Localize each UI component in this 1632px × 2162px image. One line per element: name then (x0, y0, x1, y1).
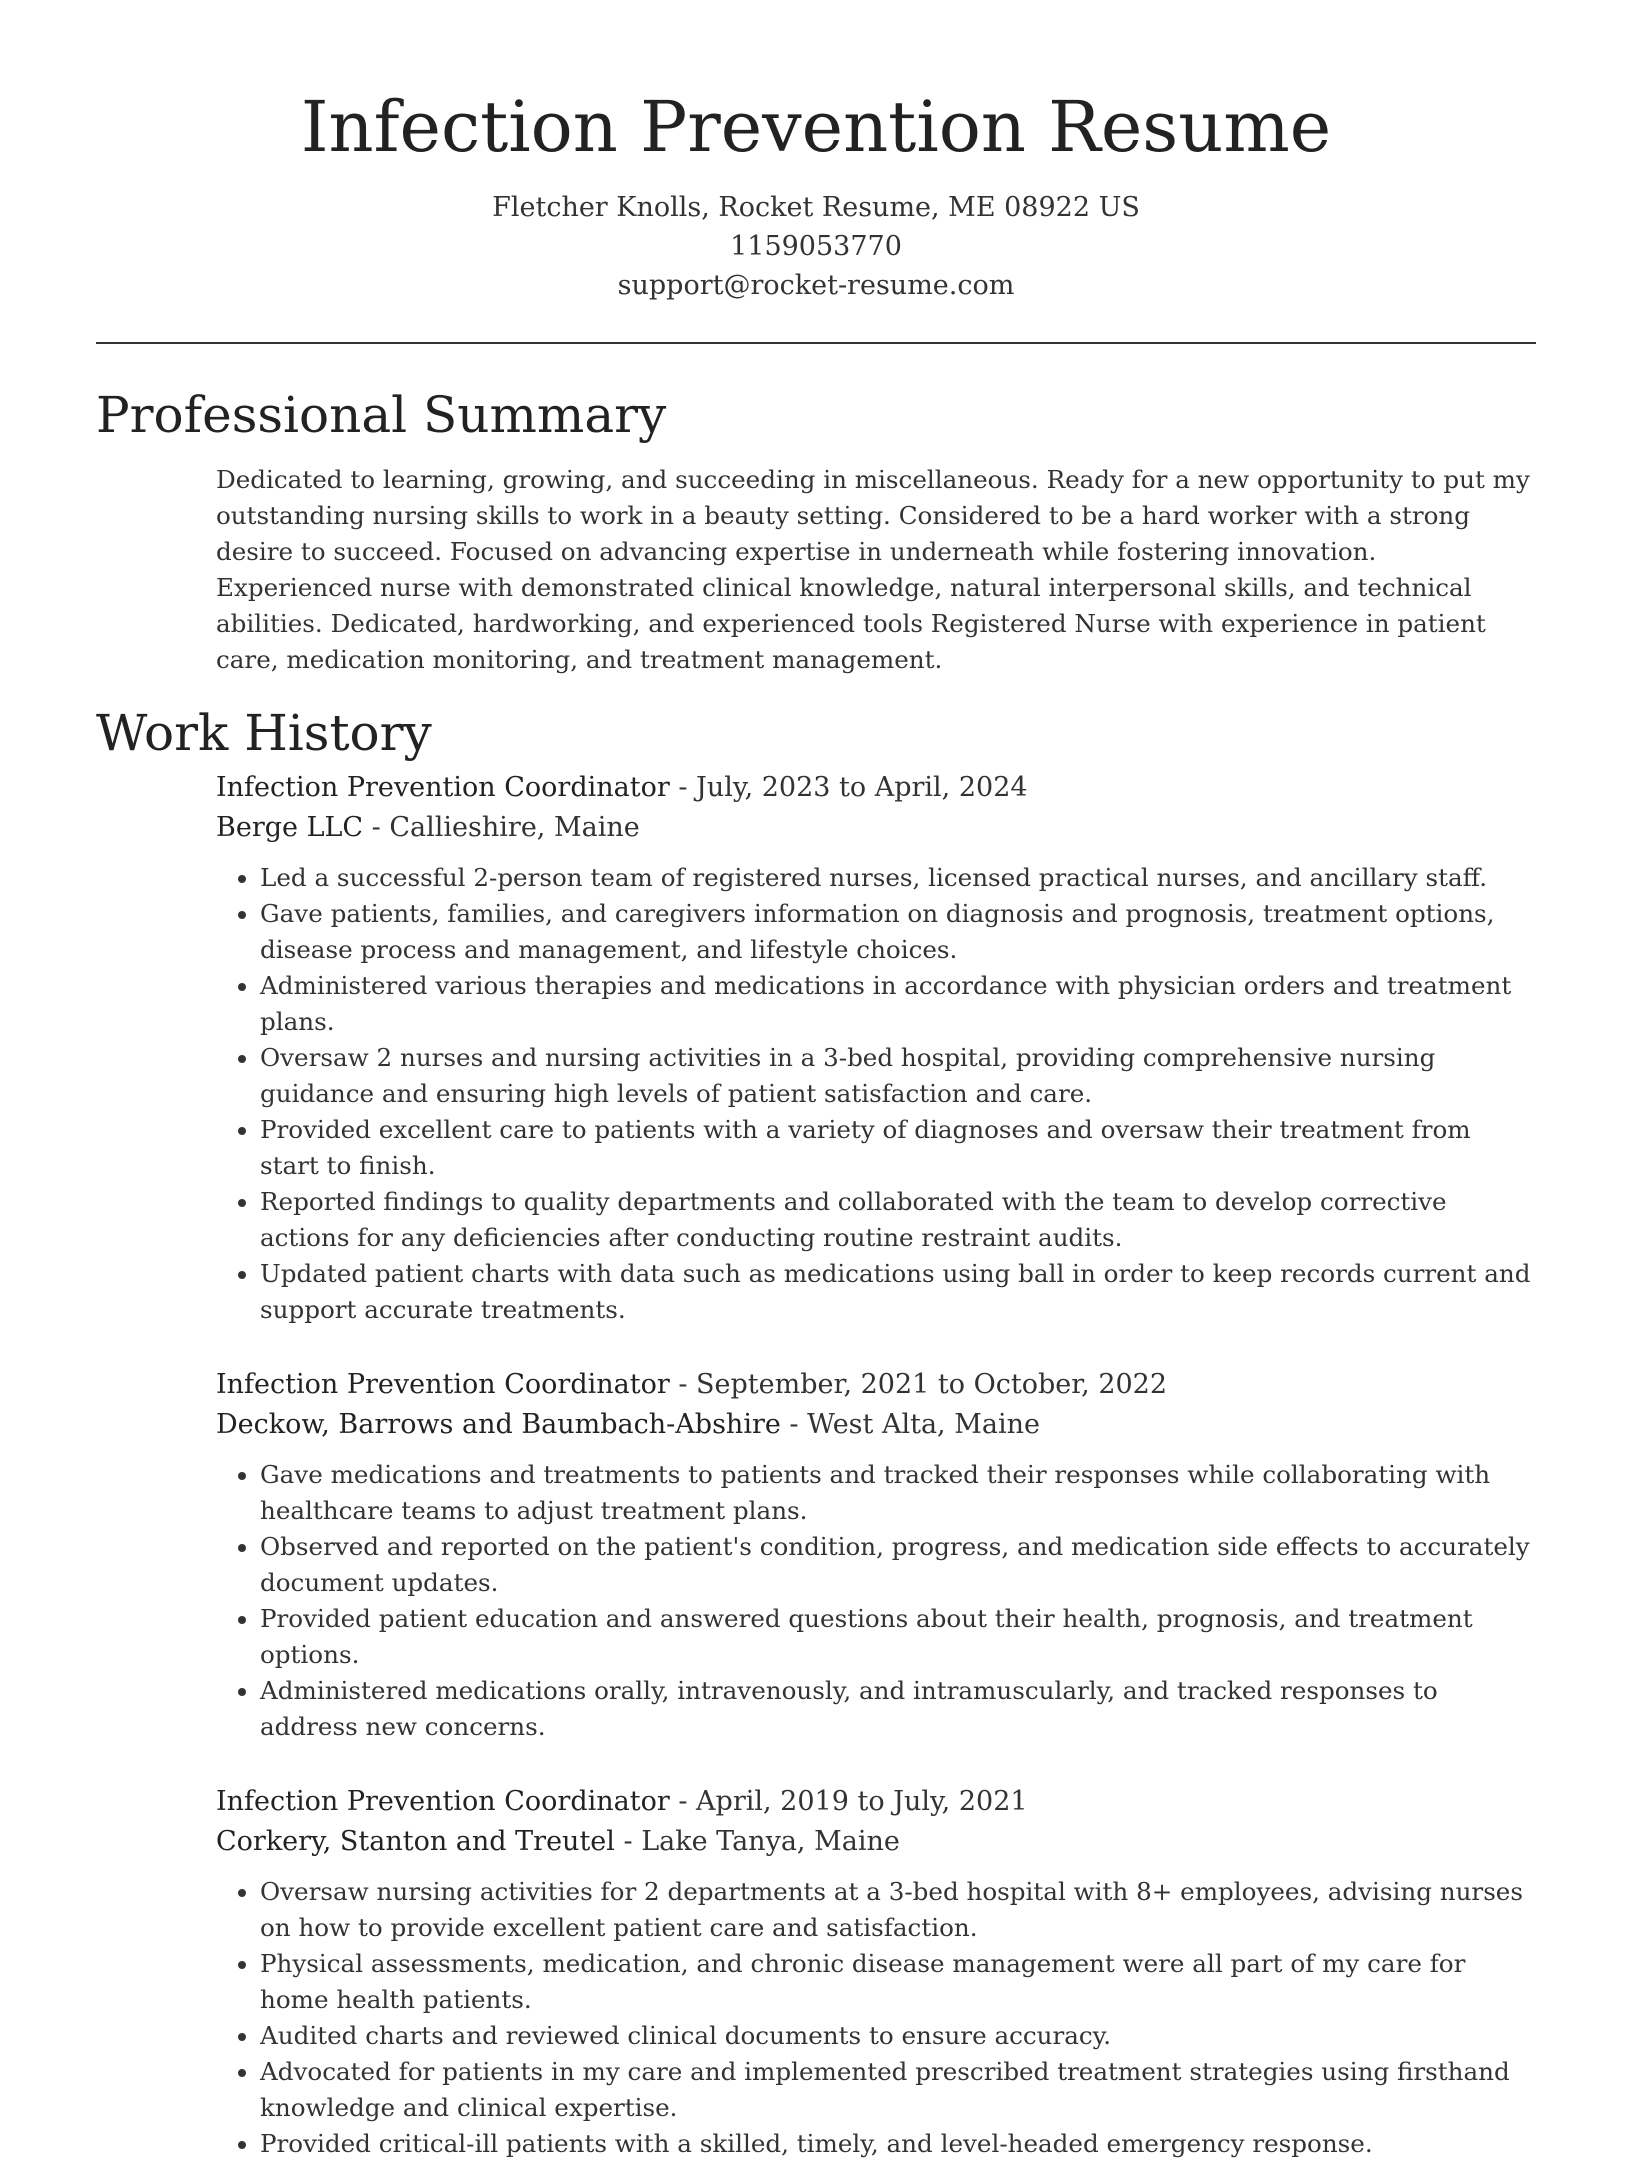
list-item: • Oversaw nursing activities for 2 departments at a 3-bed hospital with 8+ employees, advising nurses on how to provide excellent patient care and satisfaction. (260, 1874, 1536, 1946)
job-location-separator: - (363, 812, 390, 843)
job-location: Lake Tanya, Maine (641, 1826, 900, 1857)
job-entry-3 (216, 1782, 1536, 2162)
job-title-line (216, 1365, 1536, 1405)
job-entry-2 (216, 1365, 1536, 1745)
job-company-line (216, 808, 1536, 848)
job-dates: April, 2019 to July, 2021 (696, 1786, 1028, 1817)
work-history-section (96, 698, 1536, 2162)
contact-block (96, 188, 1536, 305)
contact-phone: 1159053770 (730, 231, 902, 262)
job-location-separator: - (780, 1409, 808, 1440)
contact-address: Fletcher Knolls, Rocket Resume, ME 08922 US (492, 192, 1140, 223)
list-item: • Administered medications orally, intravenously, and intramuscularly, and tracked responses to address new concerns. (260, 1673, 1536, 1745)
resume-content (96, 380, 1536, 2162)
job-date-separator: - (669, 1786, 697, 1817)
list-item: • Reported findings to quality departments and collaborated with the team to develop corrective actions for any deficiencies after conducting routine restraint audits. (260, 1184, 1536, 1256)
list-item: • Audited charts and reviewed clinical documents to ensure accuracy. (260, 2018, 1536, 2054)
job-entry-1 (216, 768, 1536, 1328)
list-item: • Provided patient education and answered questions about their health, prognosis, and treatment options. (260, 1601, 1536, 1673)
job-title: Infection Prevention Coordinator (216, 1786, 670, 1817)
job-location: Callieshire, Maine (389, 812, 640, 843)
job-company: Berge LLC (216, 812, 364, 843)
job-company: Deckow, Barrows and Baumbach-Abshire (216, 1409, 781, 1440)
resume-header (96, 84, 1536, 305)
professional-summary-text: Dedicated to learning, growing, and succeeding in miscellaneous. Ready for a new opportunity to put my outstanding nursing skills to work in a beauty setting. Considered to be a hard worker with a strong desire to succeed. Focused on advancing expertise in underneath while fostering innovation. Experienced nurse with demonstrated clinical knowledge, natural interpersonal skills, and technical abilities. Dedicated, hardworking, and experienced tools Registered Nurse with experience in patient care, medication monitoring, and treatment management. (216, 465, 1530, 674)
header-divider (96, 342, 1536, 344)
list-item: • Physical assessments, medication, and chronic disease management were all part of my care for home health patients. (260, 1946, 1536, 2018)
job-bullet-list (216, 860, 1536, 1328)
job-location: West Alta, Maine (807, 1409, 1040, 1440)
job-bullet-list (216, 1457, 1536, 1745)
professional-summary-section (96, 380, 1536, 678)
job-company-line (216, 1822, 1536, 1862)
list-item: • Provided excellent care to patients with a variety of diagnoses and oversaw their treatment from start to finish. (260, 1112, 1536, 1184)
job-date-separator: - (669, 772, 697, 803)
list-item: • Gave medications and treatments to patients and tracked their responses while collaborating with healthcare teams to adjust treatment plans. (260, 1457, 1536, 1529)
list-item: • Led a successful 2-person team of registered nurses, licensed practical nurses, and ancillary staff. (260, 860, 1536, 896)
list-item: • Oversaw 2 nurses and nursing activities in a 3-bed hospital, providing comprehensive nursing guidance and ensuring high levels of patient satisfaction and care. (260, 1040, 1536, 1112)
job-title: Infection Prevention Coordinator (216, 1369, 670, 1400)
job-bullet-list (216, 1874, 1536, 2162)
job-title-line (216, 768, 1536, 808)
resume-title: Infection Prevention Resume (300, 86, 1332, 168)
list-item: • Advocated for patients in my care and implemented prescribed treatment strategies using firsthand knowledge and clinical expertise. (260, 2054, 1536, 2126)
job-location-separator: - (614, 1826, 642, 1857)
job-company: Corkery, Stanton and Treutel (216, 1826, 615, 1857)
professional-summary-heading: Professional Summary (96, 386, 667, 444)
job-dates: July, 2023 to April, 2024 (696, 772, 1028, 803)
job-title-line (216, 1782, 1536, 1822)
contact-email: support@rocket-resume.com (617, 270, 1015, 301)
list-item: • Gave patients, families, and caregivers information on diagnosis and prognosis, treatment options, disease process and management, and lifestyle choices. (260, 896, 1536, 968)
list-item: • Observed and reported on the patient's condition, progress, and medication side effects to accurately document updates. (260, 1529, 1536, 1601)
work-history-heading: Work History (96, 704, 432, 762)
job-date-separator: - (669, 1369, 697, 1400)
list-item: • Provided critical-ill patients with a skilled, timely, and level-headed emergency response. (260, 2126, 1536, 2162)
job-title: Infection Prevention Coordinator (216, 772, 670, 803)
job-dates: September, 2021 to October, 2022 (696, 1369, 1168, 1400)
list-item: • Updated patient charts with data such as medications using ball in order to keep records current and support accurate treatments. (260, 1256, 1536, 1328)
list-item: • Administered various therapies and medications in accordance with physician orders and treatment plans. (260, 968, 1536, 1040)
job-company-line (216, 1405, 1536, 1445)
